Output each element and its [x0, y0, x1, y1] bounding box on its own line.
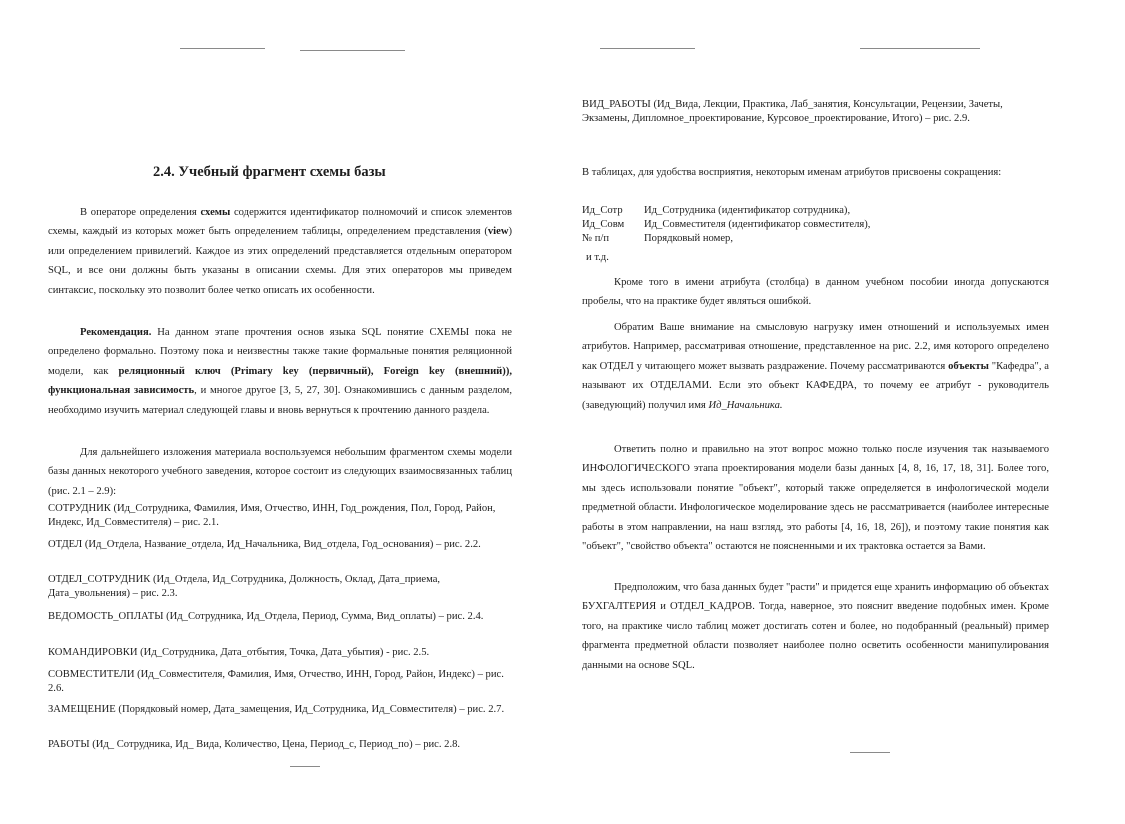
scan-artifact-line	[860, 48, 980, 49]
tables-intro-paragraph: Для дальнейшего изложения материала воспользуемся небольшим фрагментом схемы модели базы данных некоторого учебного заведения, которое состоит из следующих взаимосвязанных таблиц (рис. 2.1 – 2.9):	[48, 447, 512, 497]
table-definition-sovmestiteli: СОВМЕСТИТЕЛИ (Ид_Совместителя, Фамилия, Имя, Отчество, ИНН, Город, Район, Индекс) – рис. 2.6.	[48, 669, 504, 694]
answer-paragraph: Ответить полно и правильно на этот вопрос можно только после изучения так называемого ИНФОЛОГИЧЕСКОГО этапа проектирования модели базы данных [4, 8, 16, 17, 18, 31]. Более того, мы здесь использовали понятие "объект", который также определяется в инфологической модели предметной области. Инфологическое моделирование здесь не рассматривается (наиболее интересные работы в этом направлении, на наш взгляд, это работы [4, 16, 18, 26]), и поэтому такие понятия как "объект", "свойство объекта" остаются не поясненными и их трактовка остается за Вами.	[582, 444, 1049, 553]
scan-artifact-line	[850, 752, 890, 753]
recommendation-paragraph: Рекомендация. На данном этапе прочтения основ языка SQL понятие СХЕМЫ пока не определено формально. Поэтому пока и неизвестны также такие формальные понятия реляционной модели, как реляционный ключ (Primary key (первичный), Foreign key (внешний)), функциональная зависимость, и многое другое [3, 5, 27, 30]. Ознакомившись с данным разделом, необходимо изучить материал следующей главы и вновь вернуться к прочтению данного раздела.	[48, 327, 513, 416]
abbreviations-intro: В таблицах, для удобства восприятия, некоторым именам атрибутов присвоены сокращения:	[582, 167, 1002, 178]
table-definition-zameshchenie: ЗАМЕЩЕНИЕ (Порядковый номер, Дата_замещения, Ид_Сотрудника, Ид_Совместителя) – рис. 2.7.	[48, 704, 505, 715]
intro-paragraph: В операторе определения схемы содержится идентификатор полномочий и список элементов схемы, каждый из которых может быть определением таблицы, определением представления (view) или определением привилегий. Каждое из этих определений представляется отдельным оператором SQL, и все они должны быть указаны в описании схемы. Для этих операторов мы приведем синтаксис, поскольку это позволит более четко описать их особенности.	[48, 207, 513, 296]
table-definition-raboty: РАБОТЫ (Ид_ Сотрудника, Ид_ Вида, Количество, Цена, Период_с, Период_по) – рис. 2.8.	[48, 739, 461, 750]
abbreviation-item: № п/п Порядковый номер,	[582, 233, 733, 244]
abbreviation-item: Ид_Сотр Ид_Сотрудника (идентификатор сотрудника),	[582, 205, 851, 216]
etc-note: и т.д.	[586, 252, 609, 263]
growth-paragraph: Предположим, что база данных будет "расти" и придется еще хранить информацию об объектах БУХГАЛТЕРИЯ и ОТДЕЛ_КАДРОВ. Тогда, наверное, это пояснит введение подобных имен. Кроме того, на практике число таблиц может достигать сотен и более, но подобранный (реальный) пример фрагмента предметной области позволяет наиболее полно осветить особенности манипулирования данными на основе SQL.	[582, 582, 1049, 671]
scan-artifact-line	[600, 48, 695, 49]
scan-artifact-line	[300, 50, 405, 51]
scan-artifact-line	[290, 766, 320, 767]
spaces-paragraph: Кроме того в имени атрибута (столбца) в данном учебном пособии иногда допускаются пробелы, что на практике будет являться ошибкой.	[582, 277, 1049, 308]
table-definition-vedomost-oplaty: ВЕДОМОСТЬ_ОПЛАТЫ (Ид_Сотрудника, Ид_Отдела, Период, Сумма, Вид_оплаты) – рис. 2.4.	[48, 611, 484, 622]
table-definition-otdel-sotrudnik: ОТДЕЛ_СОТРУДНИК (Ид_Отдела, Ид_Сотрудника, Должность, Оклад, Дата_приема, Дата_увольнения) – рис. 2.3.	[48, 574, 441, 599]
table-definition-komandirovki: КОМАНДИРОВКИ (Ид_Сотрудника, Дата_отбытия, Точка, Дата_убытия) - рис. 2.5.	[48, 647, 430, 658]
table-definition-otdel: ОТДЕЛ (Ид_Отдела, Название_отдела, Ид_Начальника, Вид_отдела, Год_основания) – рис. 2.2.	[48, 539, 481, 550]
section-heading: 2.4. Учебный фрагмент схемы базы	[153, 164, 386, 180]
abbreviation-list	[582, 204, 1049, 246]
table-definition-sotrudnik: СОТРУДНИК (Ид_Сотрудника, Фамилия, Имя, Отчество, ИНН, Год_рождения, Пол, Город, Район, Индекс, Ид_Совместителя) – рис. 2.1.	[48, 503, 496, 528]
abbreviation-item: Ид_Совм Ид_Совместителя (идентификатор совместителя),	[582, 219, 871, 230]
table-definition-vid-raboty: ВИД_РАБОТЫ (Ид_Вида, Лекции, Практика, Лаб_занятия, Консультации, Рецензии, Зачеты, Экзамены, Дипломное_проектирование, Курсовое_проектирование, Итого) – рис. 2.9.	[582, 99, 1003, 124]
attention-paragraph: Обратим Ваше внимание на смысловую нагрузку имен отношений и используемых имен атрибутов. Например, рассматривая отношение, представленное на рис. 2.2, имя которого определено как ОТДЕЛ у читающего может вызвать раздражение. Почему рассматриваются объекты "Кафедра", а называют их ОТДЕЛАМИ. Если это объект КАФЕДРА, то почему ее атрибут - руководитель (заведующий) получил имя Ид_Начальника.	[582, 322, 1049, 411]
scan-artifact-line	[180, 48, 265, 49]
